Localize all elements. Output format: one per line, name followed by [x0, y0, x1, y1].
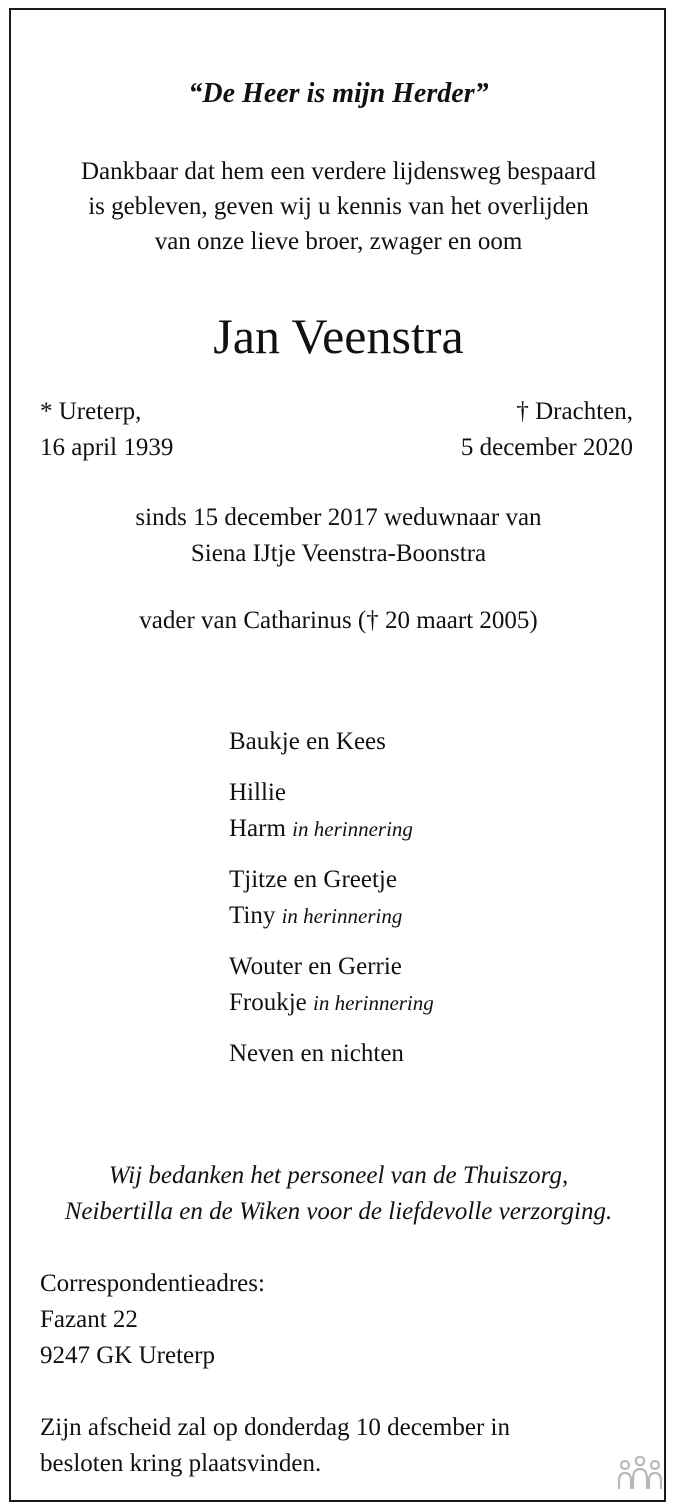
deceased-name: Jan Veenstra	[213, 308, 464, 364]
in-memoriam-note: in herinnering	[281, 904, 403, 928]
thanks-text	[0, 1158, 677, 1230]
family-member-name: Harm	[229, 815, 286, 842]
family-member-name: Froukje	[229, 989, 307, 1016]
family-list	[229, 724, 434, 1087]
widower-line-2: Siena IJtje Veenstra-Boonstra	[190, 540, 487, 567]
death-info	[461, 394, 633, 466]
in-memoriam-note: in herinnering	[313, 991, 434, 1015]
correspondence-street: Fazant 22	[40, 1306, 138, 1333]
motto: “De Heer is mijn Herder”	[188, 78, 489, 109]
correspondence-address	[40, 1266, 265, 1374]
birth-place: * Ureterp,	[40, 398, 142, 425]
in-memoriam-note: in herinnering	[292, 817, 413, 841]
thanks-line-1: Wij bedanken het personeel van de Thuiszorg,	[108, 1162, 569, 1189]
thanks-line-2: Neibertilla en de Wiken voor de liefdevolle verzorging.	[64, 1198, 613, 1225]
family-line	[229, 985, 434, 1021]
intro-line-3: van onze lieve broer, zwager en oom	[154, 228, 523, 255]
intro-line-2: is gebleven, geven wij u kennis van het overlijden	[88, 193, 589, 220]
father-of-text: vader van Catharinus († 20 maart 2005)	[139, 607, 538, 634]
farewell-line-1: Zijn afscheid zal op donderdag 10 december in	[40, 1414, 510, 1441]
family-member-name: Tiny	[229, 902, 276, 929]
family-group	[229, 775, 434, 847]
family-group	[229, 862, 434, 934]
farewell-line-2: besloten kring plaatsvinden.	[40, 1450, 322, 1477]
correspondence-label: Correspondentieadres:	[40, 1270, 265, 1297]
correspondence-postal: 9247 GK Ureterp	[40, 1342, 215, 1369]
family-line: Tjitze en Greetje	[229, 866, 397, 893]
family-line: Hillie	[229, 779, 286, 806]
intro-text	[0, 154, 677, 259]
widower-line-1: sinds 15 december 2017 weduwnaar van	[135, 504, 542, 531]
widower-text	[0, 500, 677, 572]
birth-date: 16 april 1939	[40, 434, 174, 461]
family-line: Baukje en Kees	[229, 728, 386, 755]
death-place: † Drachten,	[516, 398, 633, 425]
birth-info	[40, 394, 173, 466]
intro-line-1: Dankbaar dat hem een verdere lijdensweg bespaard	[80, 158, 597, 185]
death-date: 5 december 2020	[460, 434, 633, 461]
family-group	[229, 724, 434, 760]
family-line	[229, 811, 434, 847]
farewell-text	[40, 1410, 510, 1482]
family-group	[229, 1036, 434, 1072]
family-line: Neven en nichten	[229, 1040, 404, 1067]
family-group-icon	[617, 1454, 663, 1494]
family-line	[229, 898, 434, 934]
family-group	[229, 949, 434, 1021]
family-line: Wouter en Gerrie	[229, 953, 402, 980]
